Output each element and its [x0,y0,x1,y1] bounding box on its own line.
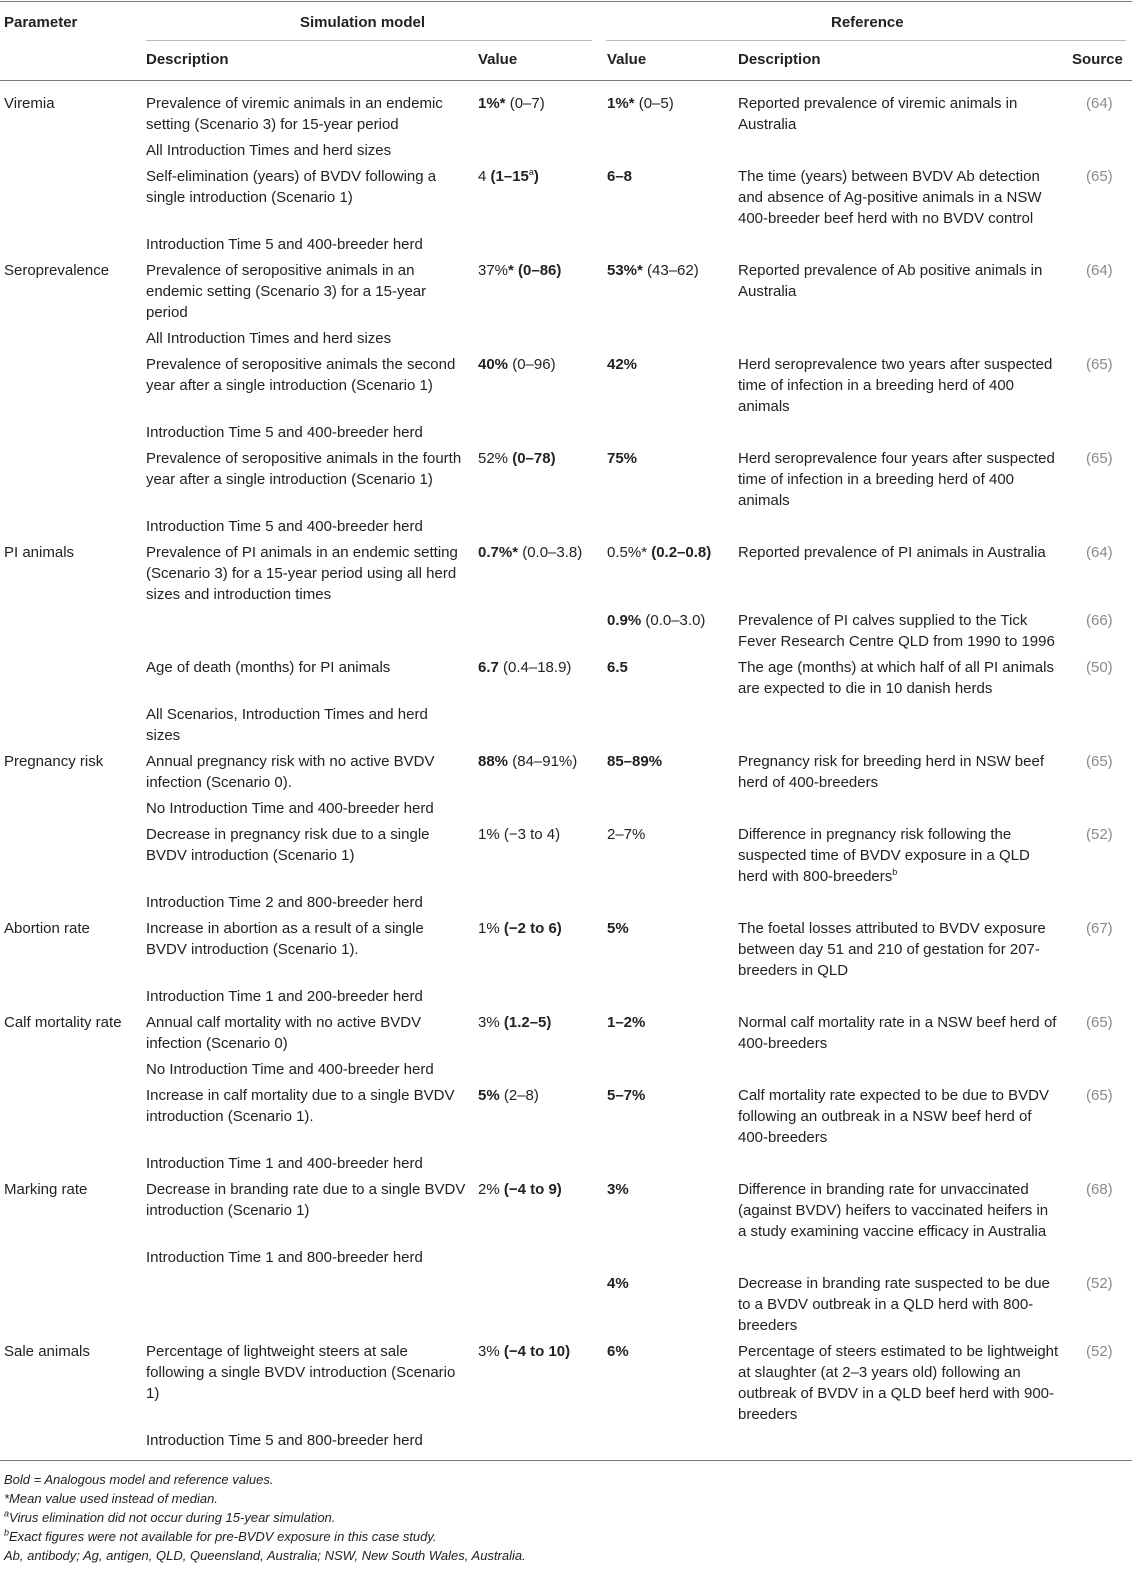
footnote-a: $^a$Virus elimination did not occur during 15-year simulation. [4,1508,336,1525]
source-citation[interactable]: (64) [1086,544,1113,561]
sim-value: 0.7%* (0.0–3.8) [478,544,583,561]
ref-description: Percentage of steers estimated to be lightweight at slaughter (at 2–3 years old) following an outbreak of BVDV in a QLD beef herd with 900-breeders [738,1343,1059,1423]
ref-description: Herd seroprevalence four years after suspected time of infection in a breeding herd of 400 animals [738,450,1055,509]
simulation-group-rule [146,40,592,41]
ref-value: 3% [607,1181,629,1198]
ref-description: Herd seroprevalence two years after suspected time of infection in a breeding herd of 400 animals [738,356,1053,415]
ref-value: 42% [607,356,638,373]
source-citation[interactable]: (66) [1086,612,1113,629]
sim-value: 6.7 (0.4–18.9) [478,659,572,676]
source-citation[interactable]: (52) [1086,826,1113,843]
header-description: Description [146,51,229,68]
sim-scenario-note: All Scenarios, Introduction Times and herd sizes [146,706,428,744]
ref-description: Reported prevalence of viremic animals in Australia [738,95,1018,133]
sim-value: 4 (1–15$^a$) [478,167,539,185]
header-source: Source [1072,51,1123,68]
sim-description: Prevalence of seropositive animals in an endemic setting (Scenario 3) for a 15-year period [146,262,427,321]
source-citation[interactable]: (65) [1086,450,1113,467]
ref-value: 4% [607,1275,629,1292]
sim-value: 52% (0–78) [478,450,556,467]
sim-scenario-note: Introduction Time 5 and 400-breeder herd [146,518,423,535]
sim-scenario-note: All Introduction Times and herd sizes [146,330,392,347]
ref-value: 6% [607,1343,629,1360]
source-citation[interactable]: (52) [1086,1343,1113,1360]
footnote-abbreviations: Ab, antibody; Ag, antigen, QLD, Queensland, Australia; NSW, New South Wales, Australia. [4,1548,526,1563]
sim-scenario-note: No Introduction Time and 400-breeder herd [146,1061,434,1078]
source-citation[interactable]: (68) [1086,1181,1113,1198]
sim-value: 1%* (0–7) [478,95,545,112]
source-citation[interactable]: (52) [1086,1275,1113,1292]
param-pregnancy-risk: Pregnancy risk [4,753,104,770]
ref-description: Prevalence of PI calves supplied to the Tick Fever Research Centre QLD from 1990 to 1996 [738,612,1055,650]
ref-value: 53%* (43–62) [607,262,699,279]
ref-value: 85–89% [607,753,663,770]
sim-value: 40% (0–96) [478,356,556,373]
source-citation[interactable]: (65) [1086,753,1113,770]
sim-scenario-note: Introduction Time 2 and 800-breeder herd [146,894,423,911]
header-rule [0,80,1132,81]
table-footnotes [4,1470,526,1565]
sim-description: Prevalence of PI animals in an endemic setting (Scenario 3) for a 15-year period using all herd sizes and introduction times [146,544,458,603]
ref-value: 6.5 [607,659,628,676]
bottom-rule [0,1460,1132,1461]
ref-value: 0.5%* (0.2–0.8) [607,544,712,561]
source-citation[interactable]: (50) [1086,659,1113,676]
sim-description: Prevalence of seropositive animals the second year after a single introduction (Scenario 1) [146,356,456,394]
ref-description: Normal calf mortality rate in a NSW beef herd of 400-breeders [738,1014,1057,1052]
source-citation[interactable]: (65) [1086,1087,1113,1104]
param-calf-mortality-rate: Calf mortality rate [4,1014,122,1031]
param-pi-animals: PI animals [4,544,75,561]
ref-description: The age (months) at which half of all PI animals are expected to die in 10 danish herds [738,659,1054,697]
sim-scenario-note: Introduction Time 1 and 200-breeder herd [146,988,423,1005]
param-viremia: Viremia [4,95,55,112]
ref-value: 6–8 [607,168,633,185]
footnote-bold: Bold = Analogous model and reference values. [4,1472,274,1487]
ref-description: Reported prevalence of PI animals in Australia [738,544,1046,561]
source-citation[interactable]: (65) [1086,168,1113,185]
header-parameter: Parameter [4,14,78,31]
source-citation[interactable]: (64) [1086,262,1113,279]
source-citation[interactable]: (67) [1086,920,1113,937]
sim-scenario-note: Introduction Time 1 and 400-breeder herd [146,1155,423,1172]
sim-scenario-note: All Introduction Times and herd sizes [146,142,392,159]
sim-value: 3% (−4 to 10) [478,1343,571,1360]
ref-value: 5–7% [607,1087,646,1104]
sim-description: Prevalence of seropositive animals in the fourth year after a single introduction (Scenario 1) [146,450,462,488]
sim-description: Decrease in pregnancy risk due to a single BVDV introduction (Scenario 1) [146,826,430,864]
ref-value: 0.9% (0.0–3.0) [607,612,706,629]
sim-description: Percentage of lightweight steers at sale following a single BVDV introduction (Scenario 1) [146,1343,456,1402]
ref-value: 5% [607,920,629,937]
ref-value: 75% [607,450,638,467]
sim-scenario-note: Introduction Time 5 and 800-breeder herd [146,1432,423,1449]
sim-value: 88% (84–91%) [478,753,578,770]
footnote-mean: *Mean value used instead of median. [4,1491,218,1506]
ref-value: 1–2% [607,1014,646,1031]
sim-description: Self-elimination (years) of BVDV following a single introduction (Scenario 1) [146,168,437,206]
source-citation[interactable]: (64) [1086,95,1113,112]
param-seroprevalence: Seroprevalence [4,262,110,279]
ref-description: Decrease in branding rate suspected to be due to a BVDV outbreak in a QLD herd with 800-breeders [738,1275,1050,1334]
sim-description: Increase in abortion as a result of a single BVDV introduction (Scenario 1). [146,920,424,958]
header-simulation-model: Simulation model [300,14,426,31]
ref-description: Calf mortality rate expected to be due to BVDV following an outbreak in a NSW beef herd of 400-breeders [738,1087,1049,1146]
sim-scenario-note: Introduction Time 1 and 800-breeder herd [146,1249,423,1266]
sim-value: 2% (−4 to 9) [478,1181,562,1198]
reference-group-rule [606,40,1126,41]
header-ref-description: Description [738,51,821,68]
sim-description: Annual pregnancy risk with no active BVDV infection (Scenario 0). [146,753,435,791]
param-marking-rate: Marking rate [4,1181,88,1198]
ref-description: Difference in pregnancy risk following the suspected time of BVDV exposure in a QLD herd with 800-breeders$^b$ [738,826,1030,885]
ref-value: 2–7% [607,826,646,843]
sim-description: Prevalence of viremic animals in an endemic setting (Scenario 3) for 15-year period [146,95,443,133]
sim-description: Age of death (months) for PI animals [146,659,391,676]
ref-description: Reported prevalence of Ab positive animals in Australia [738,262,1043,300]
ref-description: Difference in branding rate for unvaccinated (against BVDV) heifers to vaccinated heifers in a study examining vaccine efficacy in Australia [738,1181,1049,1240]
source-citation[interactable]: (65) [1086,1014,1113,1031]
header-reference: Reference [831,14,904,31]
sim-description: Increase in calf mortality due to a single BVDV introduction (Scenario 1). [146,1087,455,1125]
header-value: Value [478,51,518,68]
header-ref-value: Value [607,51,647,68]
footnote-b: $^b$Exact figures were not available for pre-BVDV exposure in this case study. [4,1527,437,1544]
sim-value: 1% (−3 to 4) [478,826,561,843]
sim-value: 37%* (0–86) [478,262,562,279]
ref-description: Pregnancy risk for breeding herd in NSW beef herd of 400-breeders [738,753,1044,791]
sim-scenario-note: No Introduction Time and 400-breeder herd [146,800,434,817]
sim-scenario-note: Introduction Time 5 and 400-breeder herd [146,236,423,253]
ref-description: The time (years) between BVDV Ab detection and absence of Ag-positive animals in a NSW 400-breeder beef herd with no BVDV control [738,168,1042,227]
sim-value: 3% (1.2–5) [478,1014,552,1031]
source-citation[interactable]: (65) [1086,356,1113,373]
ref-value: 1%* (0–5) [607,95,674,112]
sim-value: 5% (2–8) [478,1087,539,1104]
param-abortion-rate: Abortion rate [4,920,90,937]
sim-value: 1% (−2 to 6) [478,920,562,937]
sim-description: Annual calf mortality with no active BVDV infection (Scenario 0) [146,1014,422,1052]
top-rule [0,1,1132,2]
sim-scenario-note: Introduction Time 5 and 400-breeder herd [146,424,423,441]
ref-description: The foetal losses attributed to BVDV exposure between day 51 and 210 of gestation for 207-breeders in QLD [738,920,1046,979]
sim-description: Decrease in branding rate due to a single BVDV introduction (Scenario 1) [146,1181,466,1219]
param-sale-animals: Sale animals [4,1343,90,1360]
